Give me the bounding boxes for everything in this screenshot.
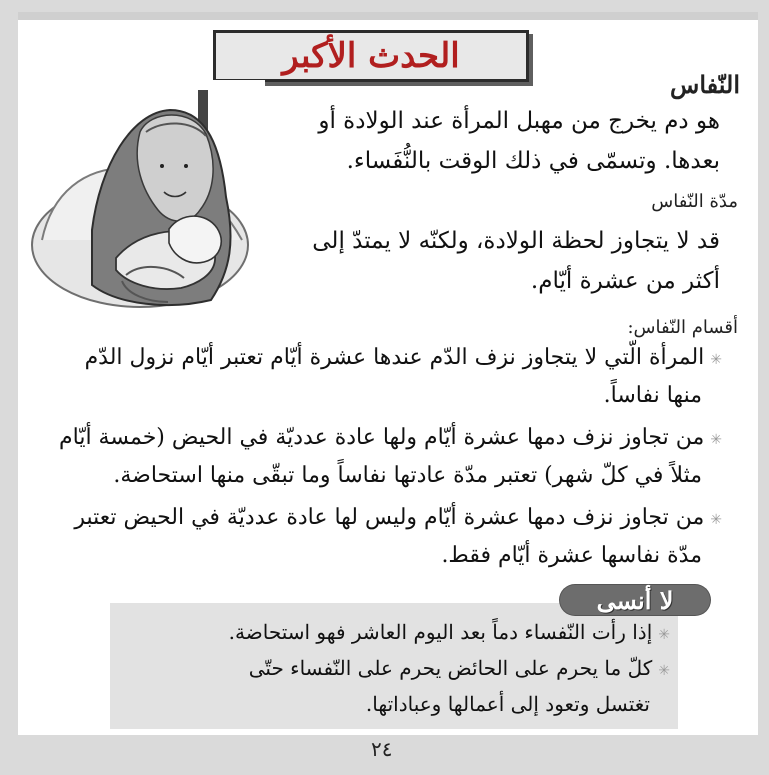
asterisk-bullet-icon: ✳ [710,432,722,448]
types-item-1-line-1 [52,345,722,370]
types-item-2-line-1 [52,425,722,450]
asterisk-bullet-icon: ✳ [710,512,722,528]
note-item-2-text: كلّ ما يحرم على الحائض يحرم على النّفساء حتّى [248,656,653,680]
types-item-3-line-1 [52,505,722,530]
note-item-3: تغتسل وتعود إلى أعمالها وعباداتها. [365,692,650,716]
nifas-line-1: هو دم يخرج من مهبل المرأة عند الولادة أو [318,108,720,134]
top-rule [18,12,758,20]
types-item-2-text: من تجاوز نزف دمها عشرة أيّام ولها عادة عدديّة في الحيض (خمسة أيّام [59,425,705,450]
duration-line-2: أكثر من عشرة أيّام. [530,268,720,294]
mother-with-baby-illustration [30,80,265,315]
duration-line-1: قد لا يتجاوز لحظة الولادة، ولكنّه لا يمتدّ إلى [312,228,720,254]
types-item-3-line-2: مدّة نفاسها عشرة أيّام فقط. [441,543,702,568]
section-heading-duration: مدّة النّفاس [651,191,738,212]
asterisk-bullet-icon: ✳ [710,352,722,368]
page-title: الحدث الأكبر [282,36,460,76]
note-item-2 [130,656,670,680]
types-item-1-text: المرأة الّتي لا يتجاوز نزف الدّم عندها عشرة أيّام تعتبر أيّام نزول الدّم [84,345,705,370]
asterisk-bullet-icon: ✳ [658,627,670,643]
note-item-1 [130,620,670,644]
asterisk-bullet-icon: ✳ [658,663,670,679]
section-heading-nifas: النّفاس [670,70,740,99]
types-item-3-text: من تجاوز نزف دمها عشرة أيّام وليس لها عادة عدديّة في الحيض تعتبر [74,505,705,530]
note-item-1-text: إذا رأت النّفساء دماً بعد اليوم العاشر فهو استحاضة. [228,620,653,644]
page-number: ٢٤ [371,737,393,761]
section-heading-types: أقسام النّفاس: [627,317,738,338]
nifas-line-2: بعدها. وتسمّى في ذلك الوقت بالنُّفَساء. [346,148,720,174]
note-label: لا أنسى [596,585,674,615]
title-box [213,30,529,82]
types-item-1-line-2: منها نفاساً. [603,383,702,408]
types-item-2-line-2: مثلاً في كلّ شهر) تعتبر مدّة عادتها نفاساً وما تبقّى منها استحاضة. [113,463,702,488]
note-ribbon [560,585,710,615]
